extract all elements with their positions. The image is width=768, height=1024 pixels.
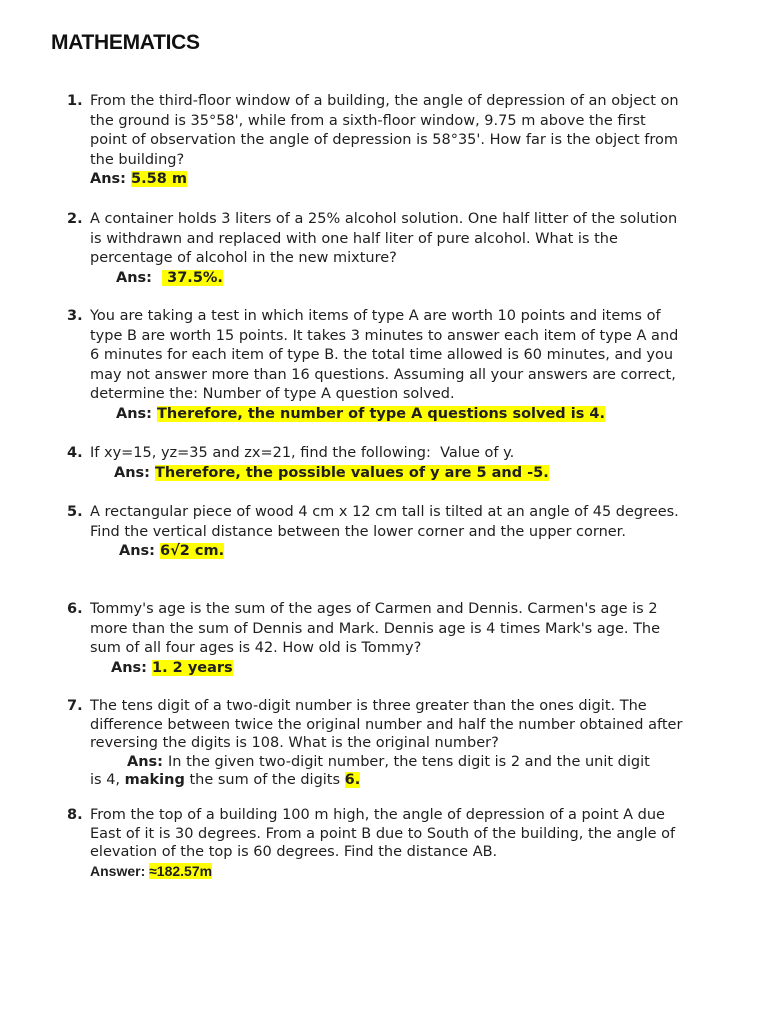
answer-highlight: Therefore, the possible values of y are 5 and -5.: [155, 464, 549, 481]
answer-highlight: 37.5%.: [162, 269, 223, 286]
answer-label: Ans:: [119, 543, 161, 559]
question-number: 5.: [67, 504, 83, 520]
question-text: [90, 92, 685, 190]
question-body: Tommy's age is the sum of the ages of Carmen and Dennis. Carmen's age is 2 more than the sum of Dennis and Mark. Dennis age is 4 times Mark's age. The sum of all four ages is 42. How old is Tommy?: [90, 601, 661, 656]
question-body: From the top of a building 100 m high, the angle of depression of a point A due East of it is 30 degrees. From a point B due to South of the building, the angle of elevation of the top is 60 degrees. Find the distance AB.: [90, 807, 676, 860]
question-text: [90, 210, 685, 288]
question-body: You are taking a test in which items of type A are worth 10 points and items of type B are worth 15 points. It takes 3 minutes to answer each item of type A and 6 minutes for each item of type B. the total time allowed is 60 minutes, and you may not answer more than 16 questions. Assuming all your answers are correct, determine the: Number of type A question solved.: [90, 308, 679, 402]
answer-line: [111, 659, 685, 679]
answer-highlight: Therefore, the number of type A questions solved is 4.: [157, 405, 605, 422]
question-text: [90, 697, 685, 753]
question-4: [0, 444, 768, 483]
answer-text: In the given two-digit number, the tens digit is 2 and the unit digit: [168, 753, 650, 770]
answer-highlight: 6.: [344, 772, 361, 788]
answer-label: Ans:: [116, 405, 158, 422]
question-number: 6.: [67, 601, 83, 617]
question-text: [90, 806, 685, 881]
question-number: 8.: [67, 807, 83, 823]
question-2: [0, 210, 768, 288]
page-title: MATHEMATICS: [51, 31, 200, 54]
answer-line: [127, 753, 768, 772]
question-body: A rectangular piece of wood 4 cm x 12 cm tall is tilted at an angle of 45 degrees. Find the vertical distance between the lower corner and the upper corner.: [90, 504, 679, 540]
question-7: [0, 697, 768, 790]
answer-line: [90, 170, 685, 190]
question-8: [0, 806, 768, 881]
answer-label: Ans:: [127, 753, 169, 770]
answer-line: [116, 269, 685, 289]
question-text: [90, 600, 685, 678]
answer-line: [116, 405, 685, 425]
question-text: [90, 503, 685, 562]
question-6: [0, 600, 768, 678]
question-text: [90, 444, 685, 483]
question-5: [0, 503, 768, 562]
question-body: From the third-floor window of a building, the angle of depression of an object on the ground is 35°58', while from a sixth-floor window, 9.75 m above the first point of observation the angle of depression is 58°35'. How far is the object from the building?: [90, 93, 679, 168]
question-text: [90, 307, 685, 424]
answer-label: Ans:: [111, 659, 153, 676]
answer-highlight: 6√2 cm.: [160, 543, 225, 559]
answer-line: [119, 542, 685, 562]
answer-bold-word: making: [124, 772, 185, 788]
answer-text: the sum of the digits: [184, 772, 345, 788]
answer-line: [114, 464, 685, 484]
question-number: 2.: [67, 211, 83, 227]
question-number: 7.: [67, 698, 83, 714]
question-number: 4.: [67, 445, 83, 461]
question-number: 3.: [67, 308, 83, 324]
answer-highlight: ≈182.57m: [149, 862, 213, 879]
question-body: If xy=15, yz=35 and zx=21, find the following: Value of y.: [90, 445, 515, 461]
question-number: 1.: [67, 93, 83, 109]
question-body: A container holds 3 liters of a 25% alcohol solution. One half litter of the solution is withdrawn and replaced with one half liter of pure alcohol. What is the percentage of alcohol in the new mixture?: [90, 211, 678, 266]
answer-continuation: [90, 771, 768, 790]
answer-highlight: 5.58 m: [131, 171, 187, 187]
answer-label: Answer:: [90, 862, 150, 879]
question-body: The tens digit of a two-digit number is three greater than the ones digit. The difference between twice the original number and half the number obtained after reversing the digits is 108. What is the original number?: [90, 698, 683, 751]
answer-label: Ans:: [114, 464, 156, 481]
answer-label: Ans:: [90, 171, 132, 187]
answer-highlight: 1. 2 years: [152, 659, 233, 676]
question-3: [0, 307, 768, 424]
question-1: [0, 92, 768, 190]
answer-label: Ans:: [116, 269, 163, 286]
answer-line: [90, 862, 685, 882]
answer-text: is 4,: [90, 772, 125, 788]
